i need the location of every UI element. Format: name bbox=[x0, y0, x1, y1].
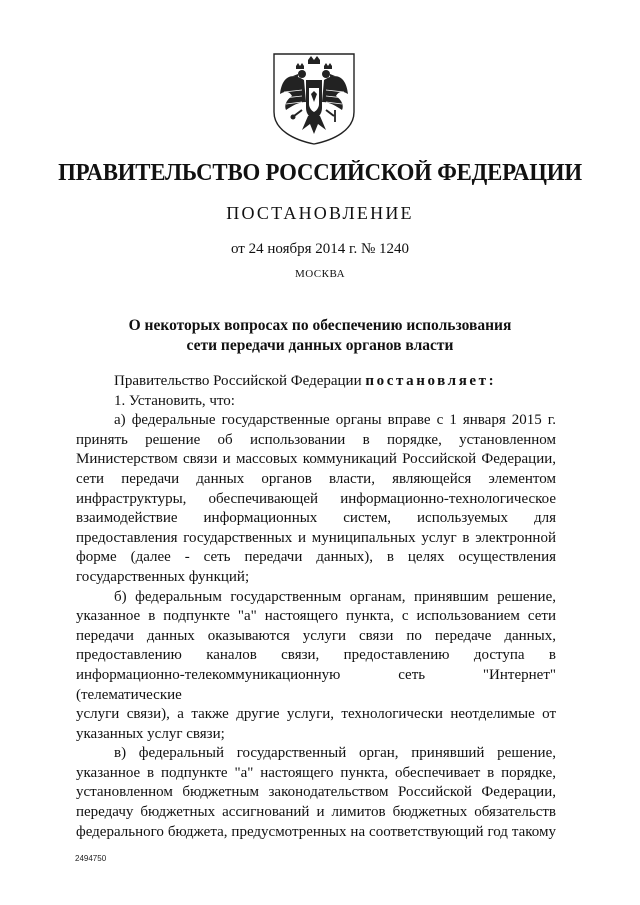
city: МОСКВА bbox=[294, 268, 346, 280]
document-type: ПОСТАНОВЛЕНИЕ bbox=[226, 203, 414, 223]
decree-word: постановляет: bbox=[365, 373, 497, 389]
paragraph-line: передачу бюджетных ассигнований и лимитов бюджетных обязательств bbox=[76, 804, 556, 821]
paragraph-line: указанное в подпункте "а" настоящего пункта, с использованием сети bbox=[76, 608, 556, 625]
date-and-number: от 24 ноября 2014 г. № 1240 bbox=[230, 241, 410, 257]
paragraph-line: установленном бюджетным законодательством Российской Федерации, bbox=[76, 784, 556, 801]
paragraph-line: а) федеральные государственные органы вправе с 1 января 2015 г. bbox=[114, 412, 556, 429]
paragraph-line: предоставления государственных и муниципальных услуг в электронной bbox=[76, 529, 556, 546]
paragraph-line: форме (далее - сеть передачи данных), в целях осуществления bbox=[76, 549, 556, 566]
paragraph-line: в) федеральный государственный орган, принявший решение, bbox=[114, 745, 556, 762]
heading-line: О некоторых вопросах по обеспечению использования bbox=[128, 317, 512, 334]
paragraph-line: указанное в подпункте "а" настоящего пункта, обеспечивает в порядке, bbox=[76, 764, 556, 781]
paragraph-line: услуги связи), а также другие услуги, технологически неотделимые от bbox=[76, 706, 556, 723]
paragraph-b bbox=[76, 588, 556, 745]
paragraph-line: федерального бюджета, предусмотренных на соответствующий год такому bbox=[76, 823, 556, 840]
intro-text: Правительство Российской Федерации bbox=[114, 373, 366, 389]
paragraph-line: инфраструктуры, обеспечивающей информационно-технологическое bbox=[76, 490, 556, 507]
paragraph-line: взаимодействие информационных систем, используемых для bbox=[76, 510, 556, 527]
paragraph-line: информационно-телекоммуникационную сеть "Интернет" (телематические bbox=[76, 666, 556, 703]
paragraph-line: принять решение об использовании в порядке, установленном bbox=[76, 431, 556, 448]
coat-of-arms-icon bbox=[268, 50, 360, 146]
paragraph-a bbox=[76, 411, 556, 587]
paragraph-line: указанных услуг связи; bbox=[76, 725, 225, 742]
document-code: 2494750 bbox=[75, 854, 107, 863]
paragraph-line: предоставлению каналов связи, предоставлению доступа в bbox=[76, 647, 556, 664]
paragraph-line: б) федеральным государственным органам, принявшим решение, bbox=[114, 588, 556, 605]
intro-paragraph bbox=[76, 372, 556, 392]
document-body bbox=[76, 372, 556, 842]
paragraph-line: передачи данных оказываются услуги связи по передаче данных, bbox=[76, 627, 556, 644]
government-title: ПРАВИТЕЛЬСТВО РОССИЙСКОЙ ФЕДЕРАЦИИ bbox=[58, 160, 582, 186]
item-1: 1. Установить, что: bbox=[114, 392, 235, 409]
paragraph-line: Министерством связи и массовых коммуникаций Российской Федерации, bbox=[76, 451, 556, 468]
document-heading bbox=[60, 316, 580, 356]
paragraph-line: сети передачи данных органов власти, являющейся элементом bbox=[76, 470, 556, 487]
heading-line: сети передачи данных органов власти bbox=[186, 337, 454, 354]
paragraph-line: государственных функций; bbox=[76, 568, 250, 585]
paragraph-c bbox=[76, 744, 556, 842]
